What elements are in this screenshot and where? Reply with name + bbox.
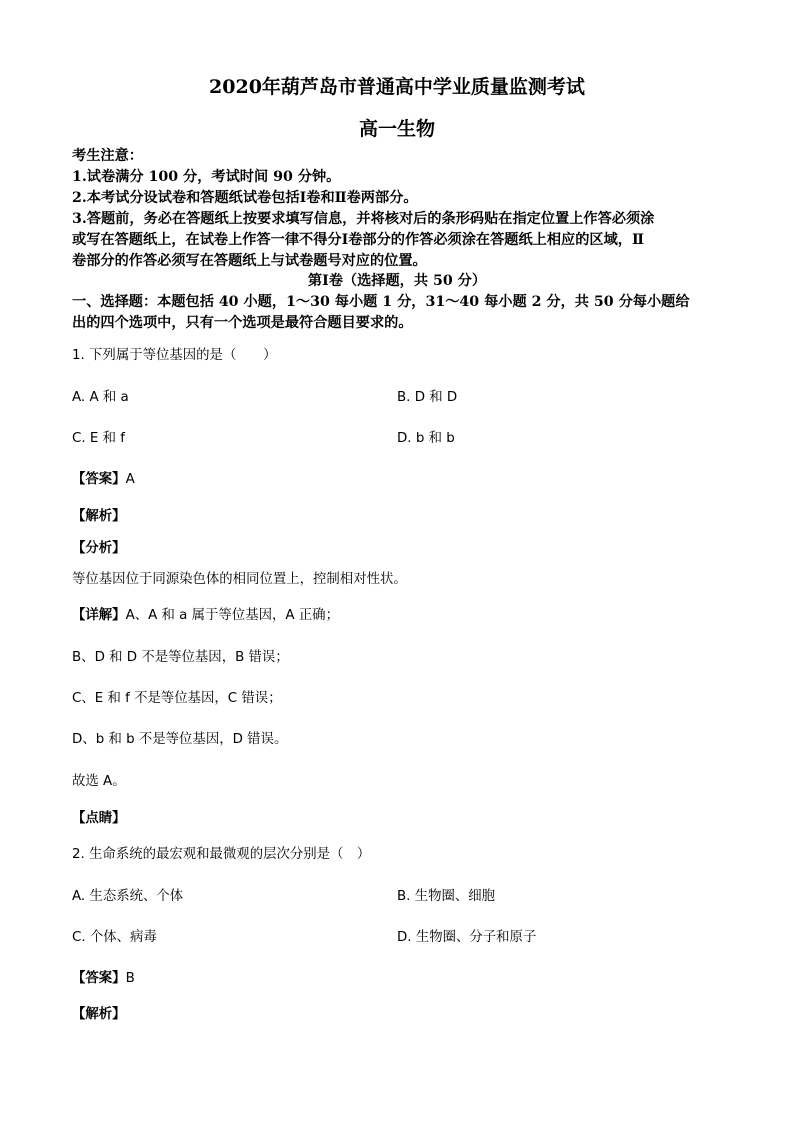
notice-item-3-line-2: 或写在答题纸上，在试卷上作答一律不得分Ⅰ卷部分的作答必须涂在答题纸上相应的区域，Ⅱ xyxy=(72,232,644,248)
question-1-option-c: C. E 和 f xyxy=(72,431,125,446)
exam-title: 2020年葫芦岛市普通高中学业质量监测考试 xyxy=(209,76,585,98)
question-2-stem: 2. 生命系统的最宏观和最微观的层次分别是（ ） xyxy=(72,847,371,862)
question-1-fenxi-label: 【分析】 xyxy=(72,541,126,556)
question-1-detail xyxy=(72,604,339,623)
question-1-analysis-label: 【解析】 xyxy=(72,509,126,524)
question-1-detail-c: C、E 和 f 不是等位基因，C 错误； xyxy=(72,691,282,706)
question-1-fenxi-text: 等位基因位于同源染色体的相同位置上，控制相对性状。 xyxy=(72,572,407,587)
question-1-detail-b: B、D 和 D 不是等位基因，B 错误； xyxy=(72,650,289,665)
notice-item-1: 1.试卷满分 100 分，考试时间 90 分钟。 xyxy=(72,169,341,185)
question-1-conclusion: 故选 A。 xyxy=(72,774,126,789)
notice-item-2: 2.本考试分设试卷和答题纸试卷包括Ⅰ卷和Ⅱ卷两部分。 xyxy=(72,190,418,206)
exam-subject: 高一生物 xyxy=(358,118,435,140)
question-1-option-b: B. D 和 D xyxy=(397,390,458,405)
answer-label: 【答案】 xyxy=(72,472,126,487)
question-1-stem: 1. 下列属于等位基因的是（ ） xyxy=(72,348,277,363)
question-2-analysis-label: 【解析】 xyxy=(72,1007,126,1022)
question-2-option-a: A. 生态系统、个体 xyxy=(72,889,184,904)
question-2-option-c: C. 个体、病毒 xyxy=(72,930,157,945)
question-1-detail-d: D、b 和 b 不是等位基因，D 错误。 xyxy=(72,732,288,747)
notice-heading: 考生注意： xyxy=(72,148,143,164)
question-1-dianjing-label: 【点睛】 xyxy=(72,811,126,826)
question-2-option-d: D. 生物圈、分子和原子 xyxy=(397,930,537,945)
notice-item-3-line-1: 3.答题前，务必在答题纸上按要求填写信息，并将核对后的条形码贴在指定位置上作答必须涂 xyxy=(72,211,655,227)
section-title: 第Ⅰ卷（选择题，共 50 分） xyxy=(307,273,487,289)
question-1-option-a: A. A 和 a xyxy=(72,390,129,405)
section-instruction-line-1: 一、选择题：本题包括 40 小题，1～30 每小题 1 分，31～40 每小题 2 分，共 50 分每小题给 xyxy=(72,294,690,310)
section-instruction-line-2: 出的四个选项中，只有一个选项是最符合题目要求的。 xyxy=(72,315,413,331)
notice-item-3-line-3: 卷部分的作答必须写在答题纸上与试卷题号对应的位置。 xyxy=(72,253,427,269)
answer-value: A xyxy=(125,472,135,487)
question-2-option-b: B. 生物圈、细胞 xyxy=(397,889,496,904)
detail-a: A、A 和 a 属于等位基因，A 正确； xyxy=(125,608,339,623)
answer-label: 【答案】 xyxy=(72,971,126,986)
answer-value: B xyxy=(125,971,135,986)
question-2-answer xyxy=(72,967,135,986)
question-1-answer xyxy=(72,468,135,487)
question-1-option-d: D. b 和 b xyxy=(397,431,455,446)
detail-label: 【详解】 xyxy=(72,608,126,623)
